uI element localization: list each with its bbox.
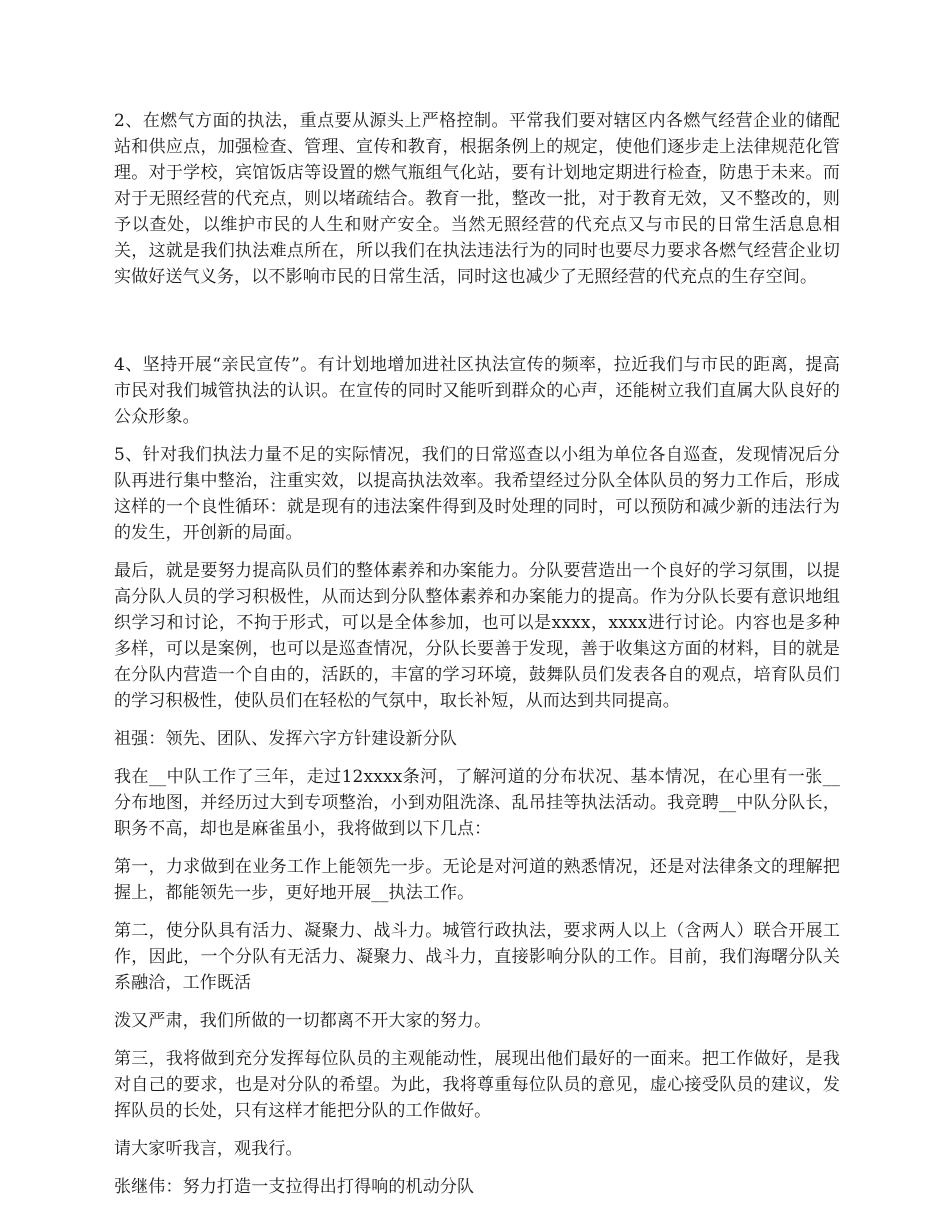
paragraph-closing: 请大家听我言，观我行。	[114, 1139, 303, 1159]
paragraph-point-two-continued: 泼又严肃，我们所做的一切都离不开大家的努力。	[114, 1011, 492, 1031]
paragraph-point-three: 第三，我将做到充分发挥每位队员的主观能动性，展现出他们最好的一面来。把工作做好，是我对自己的要求，也是对分队的希望。为此，我将尊重每位队员的意见，虚心接受队员的建议，发挥队员的长处，只有这样才能把分队的工作做好。	[114, 1049, 840, 1121]
document-body	[114, 108, 840, 1212]
paragraph-gas-enforcement: 2、在燃气方面的执法，重点要从源头上严格控制。平常我们要对辖区内各燃气经营企业的储配站和供应点，加强检查、管理、宣传和教育，根据条例上的规定，使他们逐步走上法律规范化管理。对于学校，宾馆饭店等设置的燃气瓶组气化站，要有计划地定期进行检查，防患于未来。而对于无照经营的代充点，则以堵疏结合。教育一批，整改一批，对于教育无效，又不整改的，则予以查处，以维护市民的人生和财产安全。当然无照经营的代充点又与市民的日常生活息息相关，这就是我们执法难点所在，所以我们在执法违法行为的同时也要尽力要求各燃气经营企业切实做好送气义务，以不影响市民的日常生活，同时这也减少了无照经营的代充点的生存空间。	[114, 111, 840, 287]
paragraph-heading-zuqiang: 祖强：领先、团队、发挥六字方针建设新分队	[114, 729, 457, 749]
paragraph-point-one: 第一，力求做到在业务工作上能领先一步。无论是对河道的熟悉情况，还是对法律条文的理解把握上，都能领先一步，更好地开展__执法工作。	[114, 857, 840, 903]
paragraph-heading-zhangjiwei: 张继伟：努力打造一支拉得出打得响的机动分队	[114, 1177, 475, 1197]
paragraph-team-training: 最后，就是要努力提高队员们的整体素养和办案能力。分队要营造出一个良好的学习氛围，以提高分队人员的学习积极性，从而达到分队整体素养和办案能力的提高。作为分队长要有意识地组织学习和讨论，不拘于形式，可以是全体参加，也可以是xxxx，xxxx进行讨论。内容也是多种多样，可以是案例，也可以是巡查情况，分队长要善于发现，善于收集这方面的材料，目的就是在分队内营造一个自由的，活跃的，丰富的学习环境，鼓舞队员们发表各自的观点，培育队员们的学习积极性，使队员们在轻松的气氛中，取长补短，从而达到共同提高。	[114, 561, 840, 711]
paragraph-public-publicity: 4、坚持开展“亲民宣传”。有计划地增加进社区执法宣传的频率，拉近我们与市民的距离，提高市民对我们城管执法的认识。在宣传的同时又能听到群众的心声，还能树立我们直属大队良好的公众形象。	[114, 355, 840, 427]
paragraph-background: 我在__中队工作了三年，走过12xxxx条河，了解河道的分布状况、基本情况，在心里有一张__分布地图，并经历过大到专项整治，小到劝阻洗涤、乱吊挂等执法活动。我竞聘__中队分队长，职务不高，却也是麻雀虽小，我将做到以下几点：	[114, 767, 840, 839]
paragraph-gap	[114, 302, 840, 352]
paragraph-patrol-efficiency: 5、针对我们执法力量不足的实际情况，我们的日常巡查以小组为单位各自巡查，发现情况后分队再进行集中整治，注重实效，以提高执法效率。我希望经过分队全体队员的努力工作后，形成这样的一个良性循环：就是现有的违法案件得到及时处理的同时，可以预防和减少新的违法行为的发生，开创新的局面。	[114, 445, 840, 543]
paragraph-point-two: 第二，使分队具有活力、凝聚力、战斗力。城管行政执法，要求两人以上（含两人）联合开展工作，因此，一个分队有无活力、凝聚力、战斗力，直接影响分队的工作。目前，我们海曙分队关系融洽，工作既活	[114, 921, 840, 993]
